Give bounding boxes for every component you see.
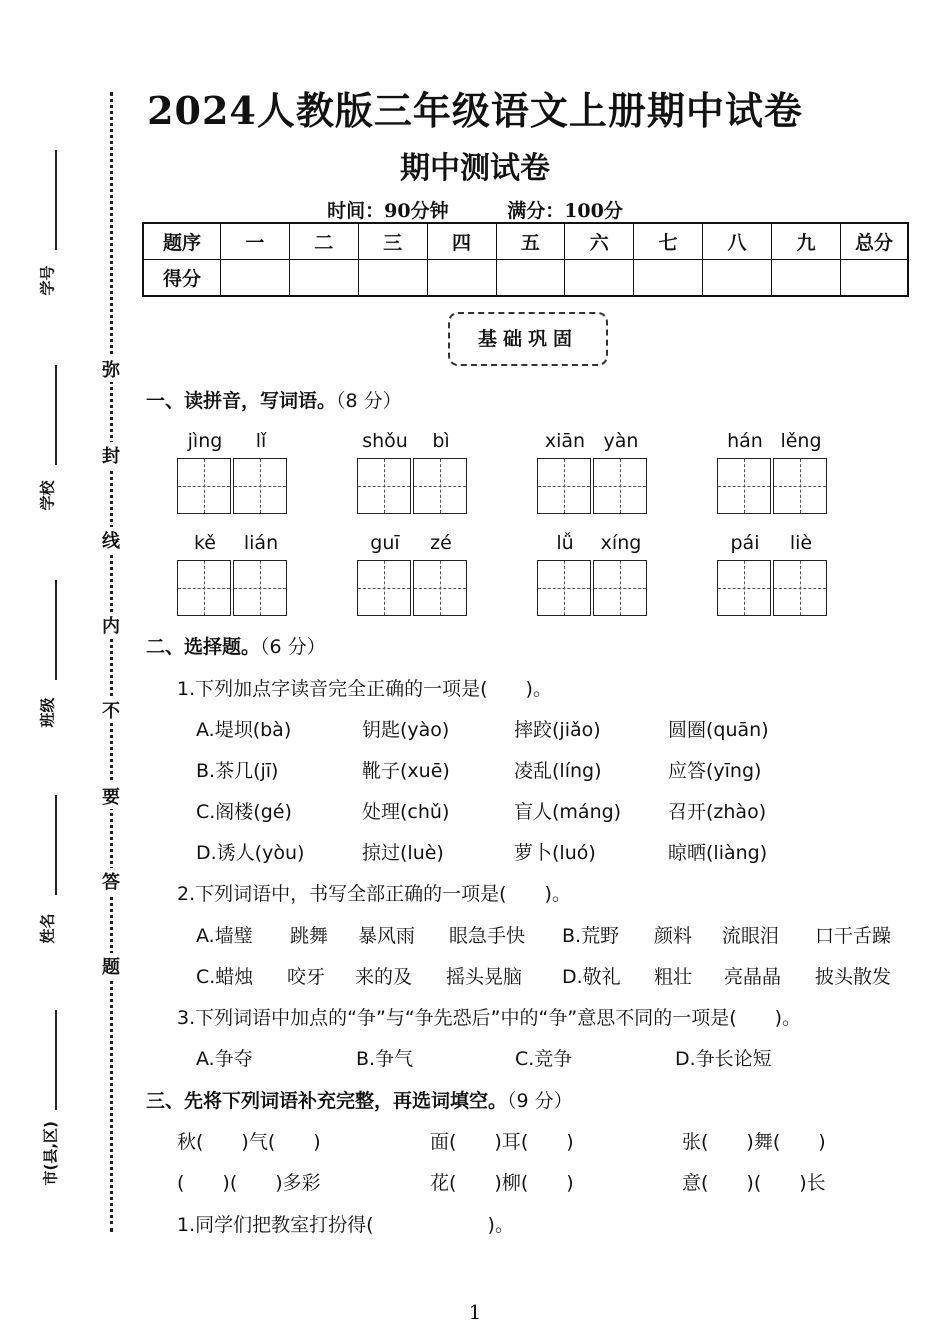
writing-grid[interactable]: [413, 458, 467, 514]
q1-option: 应答(yīng): [668, 760, 762, 782]
score-input-cell[interactable]: [221, 260, 290, 297]
score-input-cell[interactable]: [634, 260, 703, 297]
section-badge: 基础巩固: [448, 312, 608, 366]
fill-blank-word[interactable]: 花( )柳( ): [430, 1172, 574, 1194]
fill-blank-word[interactable]: 面( )耳( ): [430, 1131, 574, 1153]
pinyin-label: lěng: [780, 430, 822, 452]
q2-option: 颜料: [654, 925, 693, 947]
pinyin-label: yàn: [603, 430, 639, 452]
section1-heading: 一、读拼音，写词语。: [146, 390, 337, 412]
pinyin-label: pái: [730, 532, 760, 554]
score-cell: 七: [634, 223, 703, 260]
pinyin-label: xiān: [544, 430, 586, 452]
question-2-3: 3.下列词语中加点的“争”与“争先恐后”中的“争”意思不同的一项是( )。: [177, 1007, 802, 1029]
q1-option: 凌乱(líng): [514, 760, 602, 782]
question-2-2: 2.下列词语中，书写全部正确的一项是( )。: [177, 883, 571, 905]
q2-option: 流眼泪: [722, 925, 780, 947]
q2-option: B.荒野: [562, 925, 620, 947]
score-input-cell[interactable]: [565, 260, 634, 297]
side-label-school: 学校: [38, 480, 57, 511]
fill-blank-word[interactable]: 秋( )气( ): [177, 1131, 321, 1153]
seal-dotted-line: [110, 92, 113, 1232]
seal-char: 题: [100, 953, 122, 979]
writing-grid[interactable]: [413, 560, 467, 616]
q1-option: 掠过(luè): [362, 842, 444, 864]
pinyin-label: liè: [789, 532, 813, 554]
q2-option: 粗壮: [654, 966, 693, 988]
q1-option: 摔跤(jiǎo): [514, 719, 601, 741]
fill-blank-word[interactable]: 张( )舞( ): [682, 1131, 826, 1153]
q1-option: 处理(chǔ): [362, 801, 450, 823]
exam-subtitle: 期中测试卷: [400, 151, 550, 186]
side-label-class: 班级: [38, 697, 57, 728]
section3-heading: 三、先将下列词语补充完整，再选词填空。: [146, 1090, 508, 1112]
pinyin-label: lǚ: [556, 532, 574, 554]
writing-grid[interactable]: [773, 560, 827, 616]
score-input-cell[interactable]: [289, 260, 358, 297]
score-cell: 八: [703, 223, 772, 260]
writing-grid[interactable]: [177, 560, 231, 616]
seal-char: 封: [100, 442, 122, 468]
q1-option: A.堤坝(bà): [196, 719, 292, 741]
q1-option: C.阁楼(gé): [196, 801, 292, 823]
q2-option: A.墙璧: [196, 925, 253, 947]
full-score: 满分：100分: [507, 200, 623, 222]
side-label-student-id: 学号: [38, 265, 57, 296]
seal-char: 弥: [100, 356, 122, 382]
q3-option: D.争长论短: [675, 1048, 772, 1070]
pinyin-label: lǐ: [255, 430, 267, 452]
score-input-cell[interactable]: [703, 260, 772, 297]
q1-option: 召开(zhào): [668, 801, 767, 823]
q2-option: 跳舞: [290, 925, 329, 947]
q1-option: B.茶几(jī): [196, 760, 279, 782]
q3-option: C.竞争: [515, 1048, 573, 1070]
pinyin-label: guī: [370, 532, 400, 554]
seal-char: 线: [100, 527, 122, 553]
pinyin-label: jìng: [187, 430, 223, 452]
score-table-header-row: [143, 223, 908, 260]
writing-grid[interactable]: [717, 458, 771, 514]
section3-points: （9 分）: [507, 1090, 573, 1112]
seal-char: 不: [100, 697, 122, 723]
writing-grid[interactable]: [773, 458, 827, 514]
score-cell: 九: [772, 223, 841, 260]
seal-char: 内: [100, 612, 122, 638]
side-line-3: [55, 580, 57, 680]
score-table: [142, 222, 909, 297]
q1-option: 圆圈(quān): [668, 719, 769, 741]
q2-option: 来的及: [355, 966, 413, 988]
side-label-city: 市(县,区): [41, 1121, 60, 1186]
pinyin-label: xíng: [600, 532, 642, 554]
score-cell: 二: [289, 223, 358, 260]
time-limit: 时间：90分钟: [327, 200, 449, 222]
section2-points: （6 分）: [260, 636, 326, 658]
q2-option: 眼急手快: [449, 925, 526, 947]
pinyin-label: hán: [727, 430, 763, 452]
q1-option: 钥匙(yào): [362, 719, 450, 741]
writing-grid[interactable]: [233, 560, 287, 616]
score-cell: 题序: [143, 223, 221, 260]
writing-grid[interactable]: [233, 458, 287, 514]
score-cell: 总分: [841, 223, 909, 260]
q3-option: A.争夺: [196, 1048, 253, 1070]
score-cell: 三: [358, 223, 427, 260]
time-info: [0, 196, 950, 223]
q2-option: 摇头晃脑: [446, 966, 523, 988]
score-cell: 一: [221, 223, 290, 260]
score-row-label: 得分: [143, 260, 221, 297]
q2-option: 咬牙: [287, 966, 326, 988]
question-3-1[interactable]: 1.同学们把教室打扮得( )。: [177, 1214, 514, 1236]
q1-option: 盲人(máng): [514, 801, 622, 823]
section2-title: [146, 632, 326, 659]
exam-title: 2024人教版三年级语文上册期中试卷: [147, 88, 803, 133]
side-line-2: [55, 365, 57, 465]
score-input-cell[interactable]: [358, 260, 427, 297]
writing-grid[interactable]: [537, 458, 591, 514]
seal-char: 要: [100, 783, 122, 809]
fill-blank-word[interactable]: ( )( )多彩: [177, 1172, 321, 1194]
q1-option: 晾晒(liàng): [668, 842, 768, 864]
section1-title: [146, 386, 402, 413]
side-line-4: [55, 795, 57, 895]
q2-option: 亮晶晶: [724, 966, 782, 988]
section3-title: [146, 1086, 573, 1113]
writing-grid[interactable]: [357, 560, 411, 616]
side-line-5: [55, 1010, 57, 1110]
q3-option: B.争气: [356, 1048, 414, 1070]
score-input-cell[interactable]: [841, 260, 909, 297]
question-2-1: 1.下列加点字读音完全正确的一项是( )。: [177, 678, 552, 700]
section1-points: （8 分）: [336, 390, 402, 412]
score-cell: 四: [427, 223, 496, 260]
pinyin-label: shǒu: [362, 430, 408, 452]
writing-grid[interactable]: [177, 458, 231, 514]
writing-grid[interactable]: [593, 458, 647, 514]
writing-grid[interactable]: [717, 560, 771, 616]
pinyin-label: bì: [432, 430, 450, 452]
q2-option: 口干舌躁: [815, 925, 892, 947]
fill-blank-word[interactable]: 意( )( )长: [682, 1172, 826, 1194]
pinyin-label: zé: [430, 532, 452, 554]
page-number: 1: [468, 1300, 482, 1324]
seal-char: 答: [100, 868, 122, 894]
score-table-score-row: [143, 260, 908, 297]
q2-option: D.敬礼: [562, 966, 621, 988]
writing-grid[interactable]: [357, 458, 411, 514]
writing-grid[interactable]: [593, 560, 647, 616]
writing-grid[interactable]: [537, 560, 591, 616]
score-input-cell[interactable]: [427, 260, 496, 297]
pinyin-label: kě: [193, 532, 216, 554]
q1-option: 萝卜(luó): [514, 842, 596, 864]
score-input-cell[interactable]: [496, 260, 565, 297]
q1-option: 靴子(xuē): [362, 760, 450, 782]
pinyin-label: lián: [243, 532, 279, 554]
section2-heading: 二、选择题。: [146, 636, 261, 658]
q2-option: 披头散发: [815, 966, 892, 988]
score-cell: 六: [565, 223, 634, 260]
side-label-name: 姓名: [38, 913, 57, 944]
q1-option: D.诱人(yòu): [196, 842, 305, 864]
score-cell: 五: [496, 223, 565, 260]
score-input-cell[interactable]: [772, 260, 841, 297]
q2-option: 暴风雨: [358, 925, 416, 947]
q2-option: C.蜡烛: [196, 966, 254, 988]
